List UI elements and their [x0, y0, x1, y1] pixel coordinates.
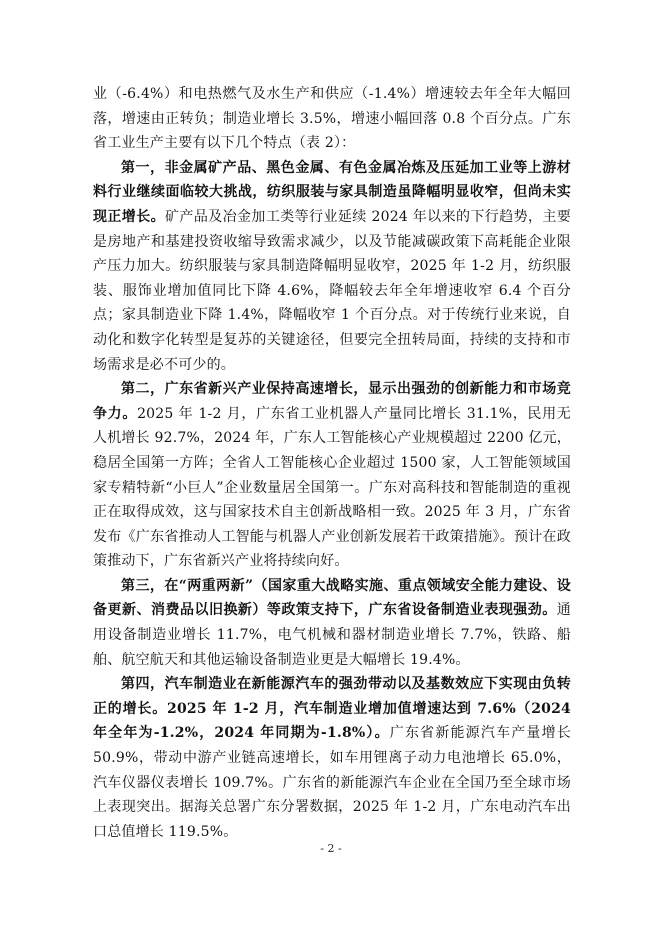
paragraph-body: 矿产品及冶金加工类等行业延续 2024 年以来的下行趋势，主要是房地产和基建投资收缩导致需求减少，以及节能减碳政策下高耗能企业限产压力加大。纺织服装与家具制造降幅明显收窄，2025 年 1-2 月，纺织服装、服饰业增加值同比下降 4.6%，降幅较去年全年增速收窄 6.4 个百分点；家具制造业下降 1.4%，降幅收窄 1 个百分点。对于传统行业来说，自动化和数字化转型是复苏的关键途径，但要完全扭转局面，持续的支持和市场需求是必不可少的。 [93, 208, 571, 373]
page-number: - 2 - [320, 842, 342, 855]
paragraph-continuation [93, 82, 571, 156]
document-body [93, 82, 571, 844]
paragraph-body: 业（-6.4%）和电热燃气及水生产和供应（-1.4%）增速较去年全年大幅回落，增速由正转负；制造业增长 3.5%，增速小幅回落 0.8 个百分点。广东省工业生产主要有以下几个特点（表 2）： [93, 86, 571, 152]
paragraph-body: 2025 年 1-2 月，广东省工业机器人产量同比增长 31.1%，民用无人机增长 92.7%，2024 年，广东人工智能核心产业规模超过 2200 亿元，稳居全国第一方阵；全省人工智能核心企业超过 1500 家，人工智能领域国家专精特新“小巨人”企业数量居全国第一。广东对高科技和智能制造的重视正在取得成效，这与国家技术自主创新战略相一致。2025 年 3 月，广东省发布《广东省推动人工智能与机器人产业创新发展若干政策措施》。预计在政策推动下，广东省新兴产业将持续向好。 [93, 405, 571, 570]
paragraph-lead: 第四，汽车制造业在新能源汽车的强劲带动以及基数效应下实现由负转正的增长。2025 年 1-2 月，汽车制造业增加值增速达到 7.6%（2024 年全年为-1.2%，2024 年同期为-1.8%）。 [93, 676, 571, 742]
paragraph-lead: 第二，广东省新兴产业保持高速增长，显示出强劲的创新能力和市场竞争力。 [93, 381, 571, 422]
paragraph-point-four [93, 672, 571, 844]
paragraph-body: 广东省新能源汽车产量增长 50.9%，带动中游产业链高速增长，如车用锂离子动力电池增长 65.0%，汽车仪器仪表增长 109.7%。广东省的新能源汽车企业在全国乃至全球市场上表现突出。据海关总署广东分署数据，2025 年 1-2 月，广东电动汽车出口总值增长 119.5%。 [93, 725, 571, 840]
paragraph-point-three [93, 574, 571, 672]
paragraph-point-one [93, 156, 571, 377]
paragraph-lead: 第三，在“两重两新”（国家重大战略实施、重点领域安全能力建设、设备更新、消费品以旧换新）等政策支持下，广东省设备制造业表现强劲。 [93, 577, 571, 619]
paragraph-lead: 第一，非金属矿产品、黑色金属、有色金属冶炼及压延加工业等上游材料行业继续面临较大挑战，纺织服装与家具制造虽降幅明显收窄，但尚未实现正增长。 [93, 159, 571, 225]
paragraph-point-two [93, 377, 571, 574]
paragraph-body: 通用设备制造业增长 11.7%，电气机械和器材制造业增长 7.7%，铁路、船舶、航空航天和其他运输设备制造业更是大幅增长 19.4%。 [93, 602, 571, 668]
